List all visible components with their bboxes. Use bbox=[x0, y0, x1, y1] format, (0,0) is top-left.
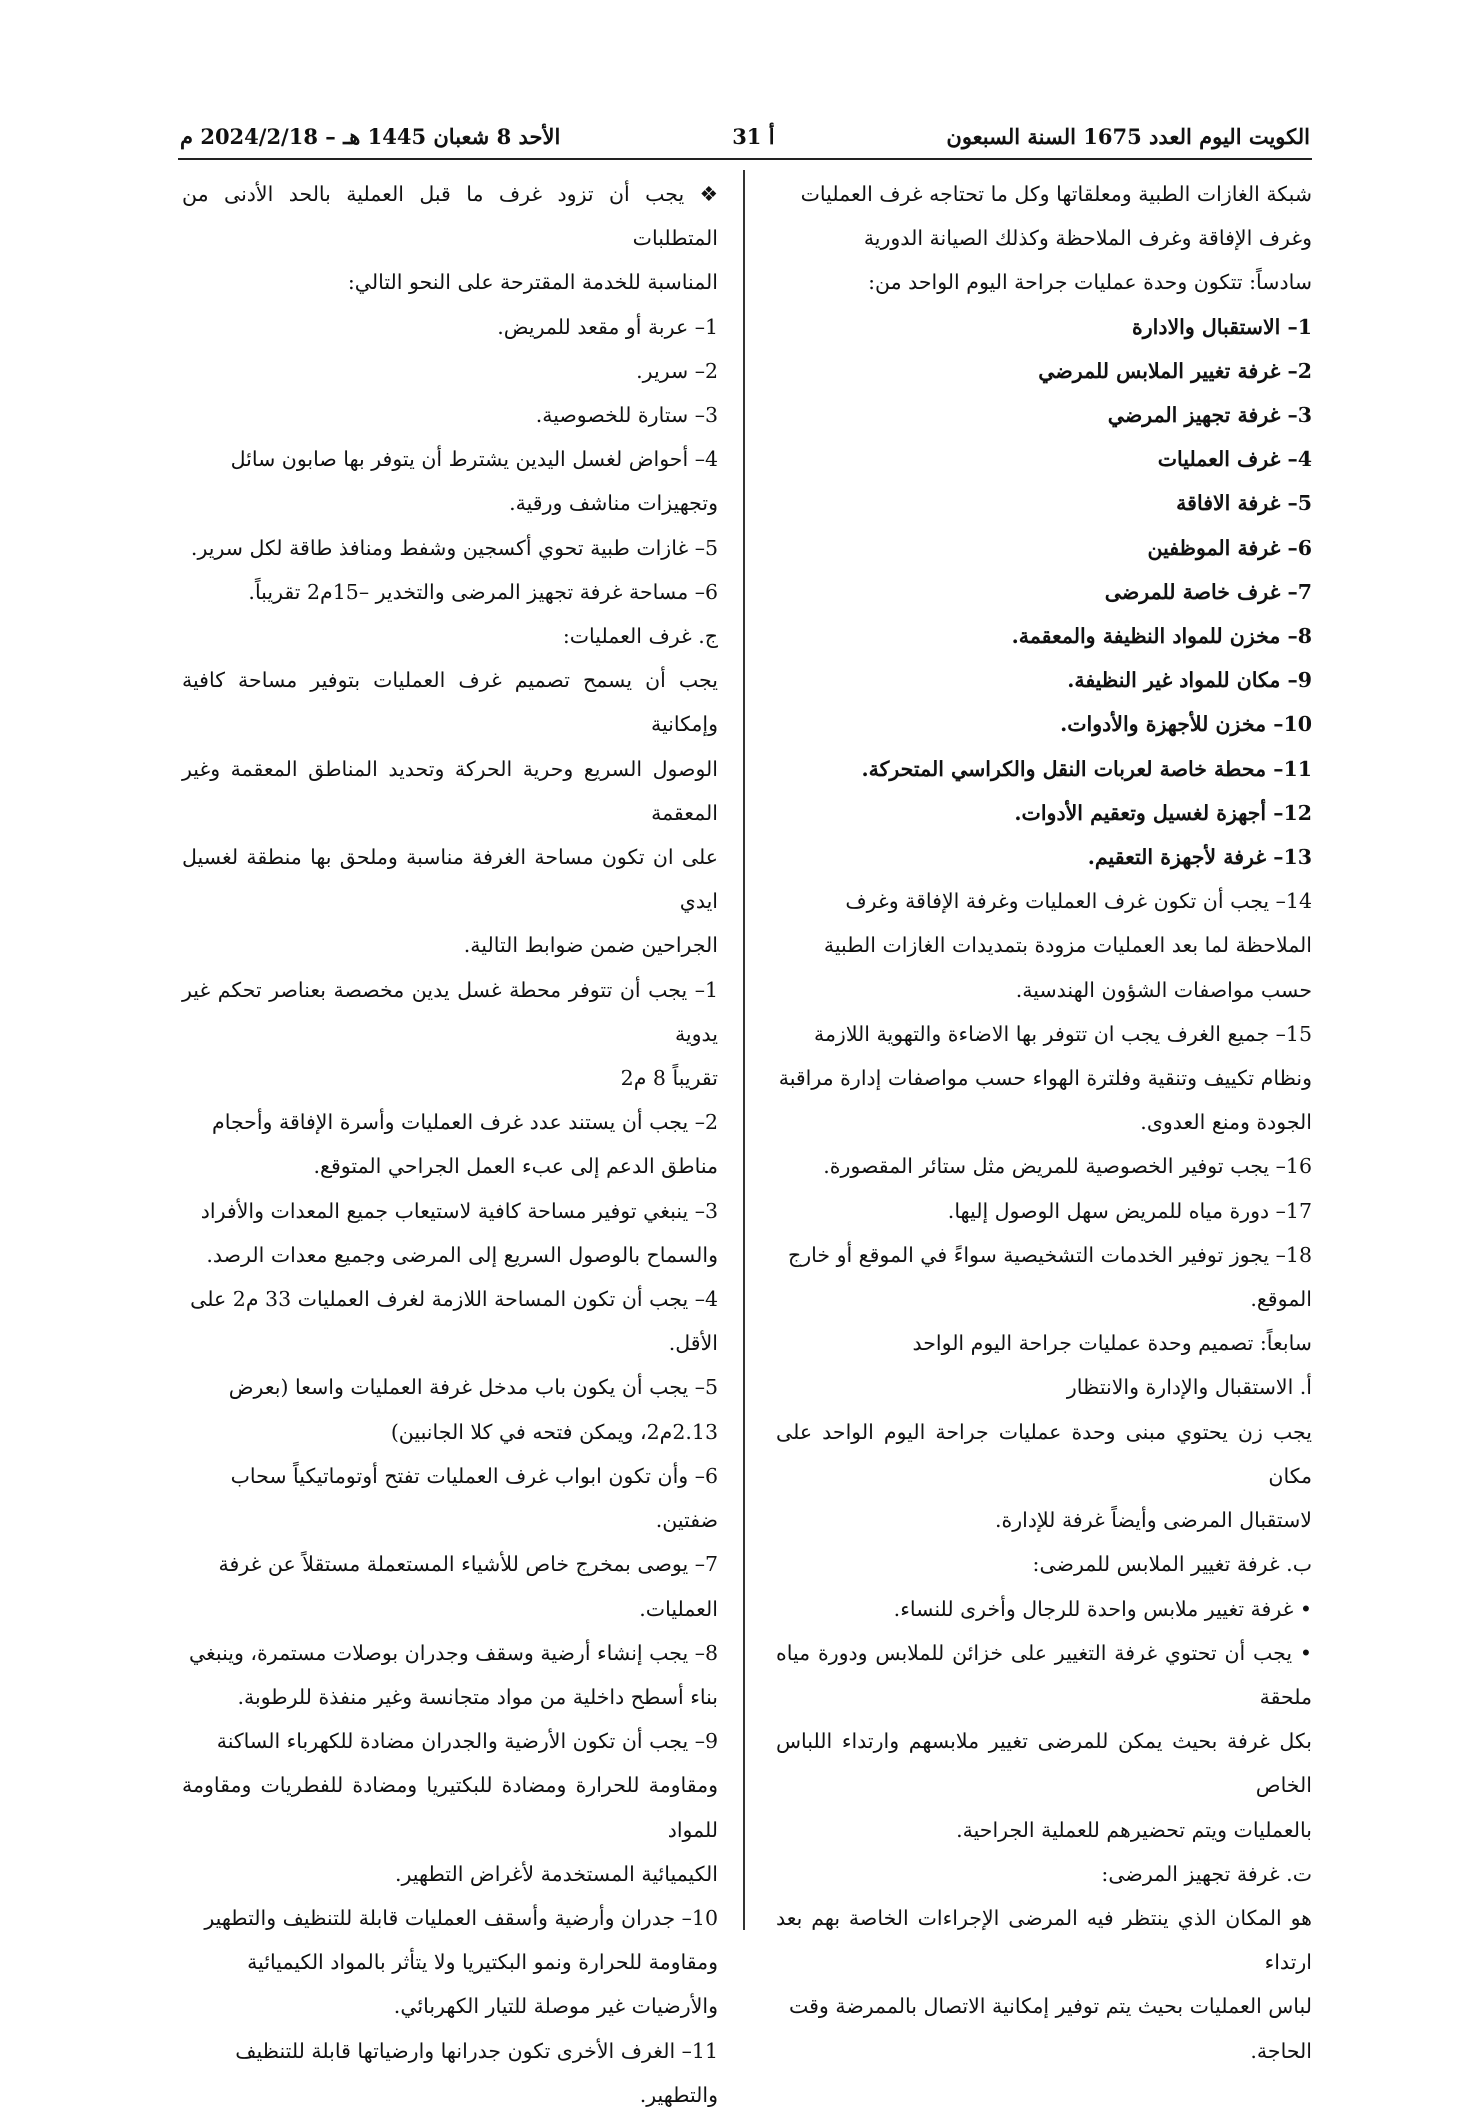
list-item: 6– غرفة الموظفين bbox=[1147, 535, 1312, 560]
text-line: الوصول السريع وحرية الحركة وتحديد المناطق المعقمة وغير المعقمة bbox=[182, 756, 718, 825]
subsection-heading: ت. غرفة تجهيز المرضى: bbox=[1101, 1861, 1312, 1886]
text-line: وتجهيزات مناشف ورقية. bbox=[509, 491, 718, 516]
list-item: 7– يوصى بمخرج خاص للأشياء المستعملة مستقلاً عن غرفة bbox=[218, 1552, 718, 1577]
text-line: والأرضيات غير موصلة للتيار الكهربائي. bbox=[393, 1994, 718, 2019]
list-item: 11– الغرف الأخرى تكون جدرانها وارضياتها قابلة للتنظيف bbox=[235, 2038, 718, 2063]
list-item: 7– غرف خاصة للمرضى bbox=[1104, 579, 1312, 604]
list-item: 3– غرفة تجهيز المرضي bbox=[1107, 403, 1312, 428]
bullet-item: • يجب أن تحتوي غرفة التغيير على خزائن للملابس ودورة مياه ملحقة bbox=[776, 1640, 1312, 1709]
list-item: 8– يجب إنشاء أرضية وسقف وجدران بوصلات مستمرة، وينبغي bbox=[188, 1640, 718, 1665]
bullet-item: ❖ يجب أن تزود غرف ما قبل العملية بالحد الأدنى من المتطلبات bbox=[182, 182, 718, 251]
text-line: المناسبة للخدمة المقترحة على النحو التالي: bbox=[347, 270, 718, 295]
list-item: 2– غرفة تغيير الملابس للمرضي bbox=[1038, 358, 1312, 383]
text-line: ونظام تكييف وتنقية وفلترة الهواء حسب مواصفات إدارة مراقبة bbox=[778, 1066, 1312, 1091]
list-item: 12– أجهزة لغسيل وتعقيم الأدوات. bbox=[1014, 800, 1312, 825]
text-line: ومقاومة للحرارة ومضادة للبكتيريا ومضادة للفطريات ومقاومة للمواد bbox=[182, 1773, 718, 1842]
list-item: 1– الاستقبال والادارة bbox=[1132, 314, 1312, 339]
text-line: العمليات. bbox=[639, 1596, 718, 1621]
text-line: الملاحظة لما بعد العمليات مزودة بتمديدات الغازات الطبية bbox=[823, 933, 1312, 958]
header-page-number: أ 31 bbox=[732, 123, 775, 149]
text-line: مناطق الدعم إلى عبء العمل الجراحي المتوقع. bbox=[313, 1154, 718, 1179]
page-header bbox=[180, 114, 1310, 158]
list-item: 2– سرير. bbox=[636, 358, 718, 383]
text-line: والسماح بالوصول السريع إلى المرضى وجميع معدات الرصد. bbox=[206, 1242, 718, 1267]
text-line: بناء أسطح داخلية من مواد متجانسة وغير منفذة للرطوبة. bbox=[237, 1684, 718, 1709]
text-line: الجراحين ضمن ضوابط التالية. bbox=[463, 933, 718, 958]
text-line: حسب مواصفات الشؤون الهندسية. bbox=[1015, 977, 1312, 1002]
list-item: 4– أحواض لغسل اليدين يشترط أن يتوفر بها صابون سائل bbox=[230, 447, 718, 472]
list-item: 3– ستارة للخصوصية. bbox=[535, 403, 718, 428]
text-line: ومقاومة للحرارة ونمو البكتيريا ولا يتأثر بالمواد الكيميائية bbox=[247, 1950, 718, 1975]
list-item: 9– يجب أن تكون الأرضية والجدران مضادة للكهرباء الساكنة bbox=[216, 1729, 718, 1754]
list-item: 6– مساحة غرفة تجهيز المرضى والتخدير –15م2 تقريباً. bbox=[248, 579, 718, 604]
text-line: الكيميائية المستخدمة لأغراض التطهير. bbox=[394, 1861, 718, 1886]
text-line: بالعمليات ويتم تحضيرهم للعملية الجراحية. bbox=[956, 1817, 1312, 1842]
section-heading: سابعاً: تصميم وحدة عمليات جراحة اليوم الواحد bbox=[912, 1331, 1312, 1356]
text-line: تقريباً 8 م2 bbox=[620, 1066, 718, 1091]
list-item: 1– عربة أو مقعد للمريض. bbox=[497, 314, 718, 339]
list-item: 9– مكان للمواد غير النظيفة. bbox=[1067, 668, 1312, 693]
header-gazette-issue: الكويت اليوم العدد 1675 السنة السبعون bbox=[946, 123, 1310, 149]
text-line: ضفتين. bbox=[655, 1508, 718, 1533]
list-item: 2– يجب أن يستند عدد غرف العمليات وأسرة الإفاقة وأحجام bbox=[212, 1110, 718, 1135]
right-column bbox=[776, 172, 1312, 2073]
text-line: بكل غرفة بحيث يمكن للمرضى تغيير ملابسهم وارتداء اللباس الخاص bbox=[776, 1729, 1312, 1798]
text-line: الجودة ومنع العدوى. bbox=[1140, 1110, 1312, 1135]
subsection-heading: ج. غرف العمليات: bbox=[562, 624, 718, 649]
column-divider bbox=[743, 170, 745, 1930]
left-column bbox=[182, 172, 718, 2117]
text-line: هو المكان الذي ينتظر فيه المرضى الإجراءات الخاصة بهم بعد ارتداء bbox=[776, 1905, 1312, 1975]
subsection-heading: أ. الاستقبال والإدارة والانتظار bbox=[1066, 1375, 1312, 1400]
list-item: 8– مخزن للمواد النظيفة والمعقمة. bbox=[1011, 624, 1312, 649]
list-item: 5– يجب أن يكون باب مدخل غرفة العمليات واسعا (بعرض bbox=[228, 1375, 718, 1400]
list-item: 4– يجب أن تكون المساحة اللازمة لغرف العمليات 33 م2 على bbox=[190, 1287, 718, 1312]
text-line: لباس العمليات بحيث يتم توفير إمكانية الاتصال بالممرضة وقت bbox=[789, 1994, 1312, 2019]
list-item: 6– وأن تكون ابواب غرف العمليات تفتح أوتوماتيكياً سحاب bbox=[230, 1463, 718, 1488]
text-line: الموقع. bbox=[1250, 1287, 1312, 1312]
header-date: الأحد 8 شعبان 1445 هـ – 2024/2/18 م bbox=[180, 123, 561, 149]
text-line: يجب أن يسمح تصميم غرف العمليات بتوفير مساحة كافية وإمكانية bbox=[182, 668, 718, 737]
text-line: 18– يجوز توفير الخدمات التشخيصية سواءً في الموقع أو خارج bbox=[788, 1242, 1312, 1267]
text-line: الحاجة. bbox=[1250, 2038, 1312, 2063]
list-item: 4– غرف العمليات bbox=[1157, 447, 1312, 472]
list-item: 5– غازات طبية تحوي أكسجين وشفط ومنافذ طاقة لكل سرير. bbox=[190, 535, 718, 560]
text-line: لاستقبال المرضى وأيضاً غرفة للإدارة. bbox=[994, 1508, 1312, 1533]
list-item: 10– جدران وأرضية وأسقف العمليات قابلة للتنظيف والتطهير bbox=[204, 1905, 718, 1930]
text-line: على ان تكون مساحة الغرفة مناسبة وملحق بها منطقة لغسيل ايدي bbox=[182, 845, 718, 914]
text-line: 15– جميع الغرف يجب ان تتوفر بها الاضاءة والتهوية اللازمة bbox=[813, 1021, 1312, 1046]
text-line: والتطهير. bbox=[639, 2082, 718, 2107]
text-line: 14– يجب أن تكون غرف العمليات وغرفة الإفاقة وغرف bbox=[845, 889, 1312, 914]
list-item: 1– يجب أن تتوفر محطة غسل يدين مخصصة بعناصر تحكم غير يدوية bbox=[182, 977, 718, 1046]
text-line: يجب زن يحتوي مبنى وحدة عمليات جراحة اليوم الواحد على مكان bbox=[776, 1419, 1312, 1488]
list-item: 3– ينبغي توفير مساحة كافية لاستيعاب جميع المعدات والأفراد bbox=[200, 1198, 718, 1223]
list-item: 13– غرفة لأجهزة التعقيم. bbox=[1087, 845, 1312, 870]
list-item: 5– غرفة الافاقة bbox=[1176, 491, 1312, 516]
text-line: وغرف الإفاقة وغرف الملاحظة وكذلك الصيانة الدورية bbox=[863, 226, 1312, 251]
text-line: 16– يجب توفير الخصوصية للمريض مثل ستائر المقصورة. bbox=[823, 1154, 1312, 1179]
text-line: الأقل. bbox=[668, 1331, 718, 1356]
text-line: سادساً: تتكون وحدة عمليات جراحة اليوم الواحد من: bbox=[868, 270, 1312, 295]
text-line: 17– دورة مياه للمريض سهل الوصول إليها. bbox=[947, 1198, 1312, 1223]
list-item: 10– مخزن للأجهزة والأدوات. bbox=[1060, 712, 1312, 737]
bullet-item: • غرفة تغيير ملابس واحدة للرجال وأخرى للنساء. bbox=[893, 1596, 1312, 1621]
text-line: 2.13م2، ويمكن فتحه في كلا الجانبين) bbox=[390, 1419, 718, 1444]
list-item: 11– محطة خاصة لعربات النقل والكراسي المتحركة. bbox=[861, 756, 1312, 781]
header-divider bbox=[178, 158, 1312, 160]
subsection-heading: ب. غرفة تغيير الملابس للمرضى: bbox=[1032, 1552, 1312, 1577]
text-line: شبكة الغازات الطبية ومعلقاتها وكل ما تحتاجه غرف العمليات bbox=[800, 182, 1312, 206]
